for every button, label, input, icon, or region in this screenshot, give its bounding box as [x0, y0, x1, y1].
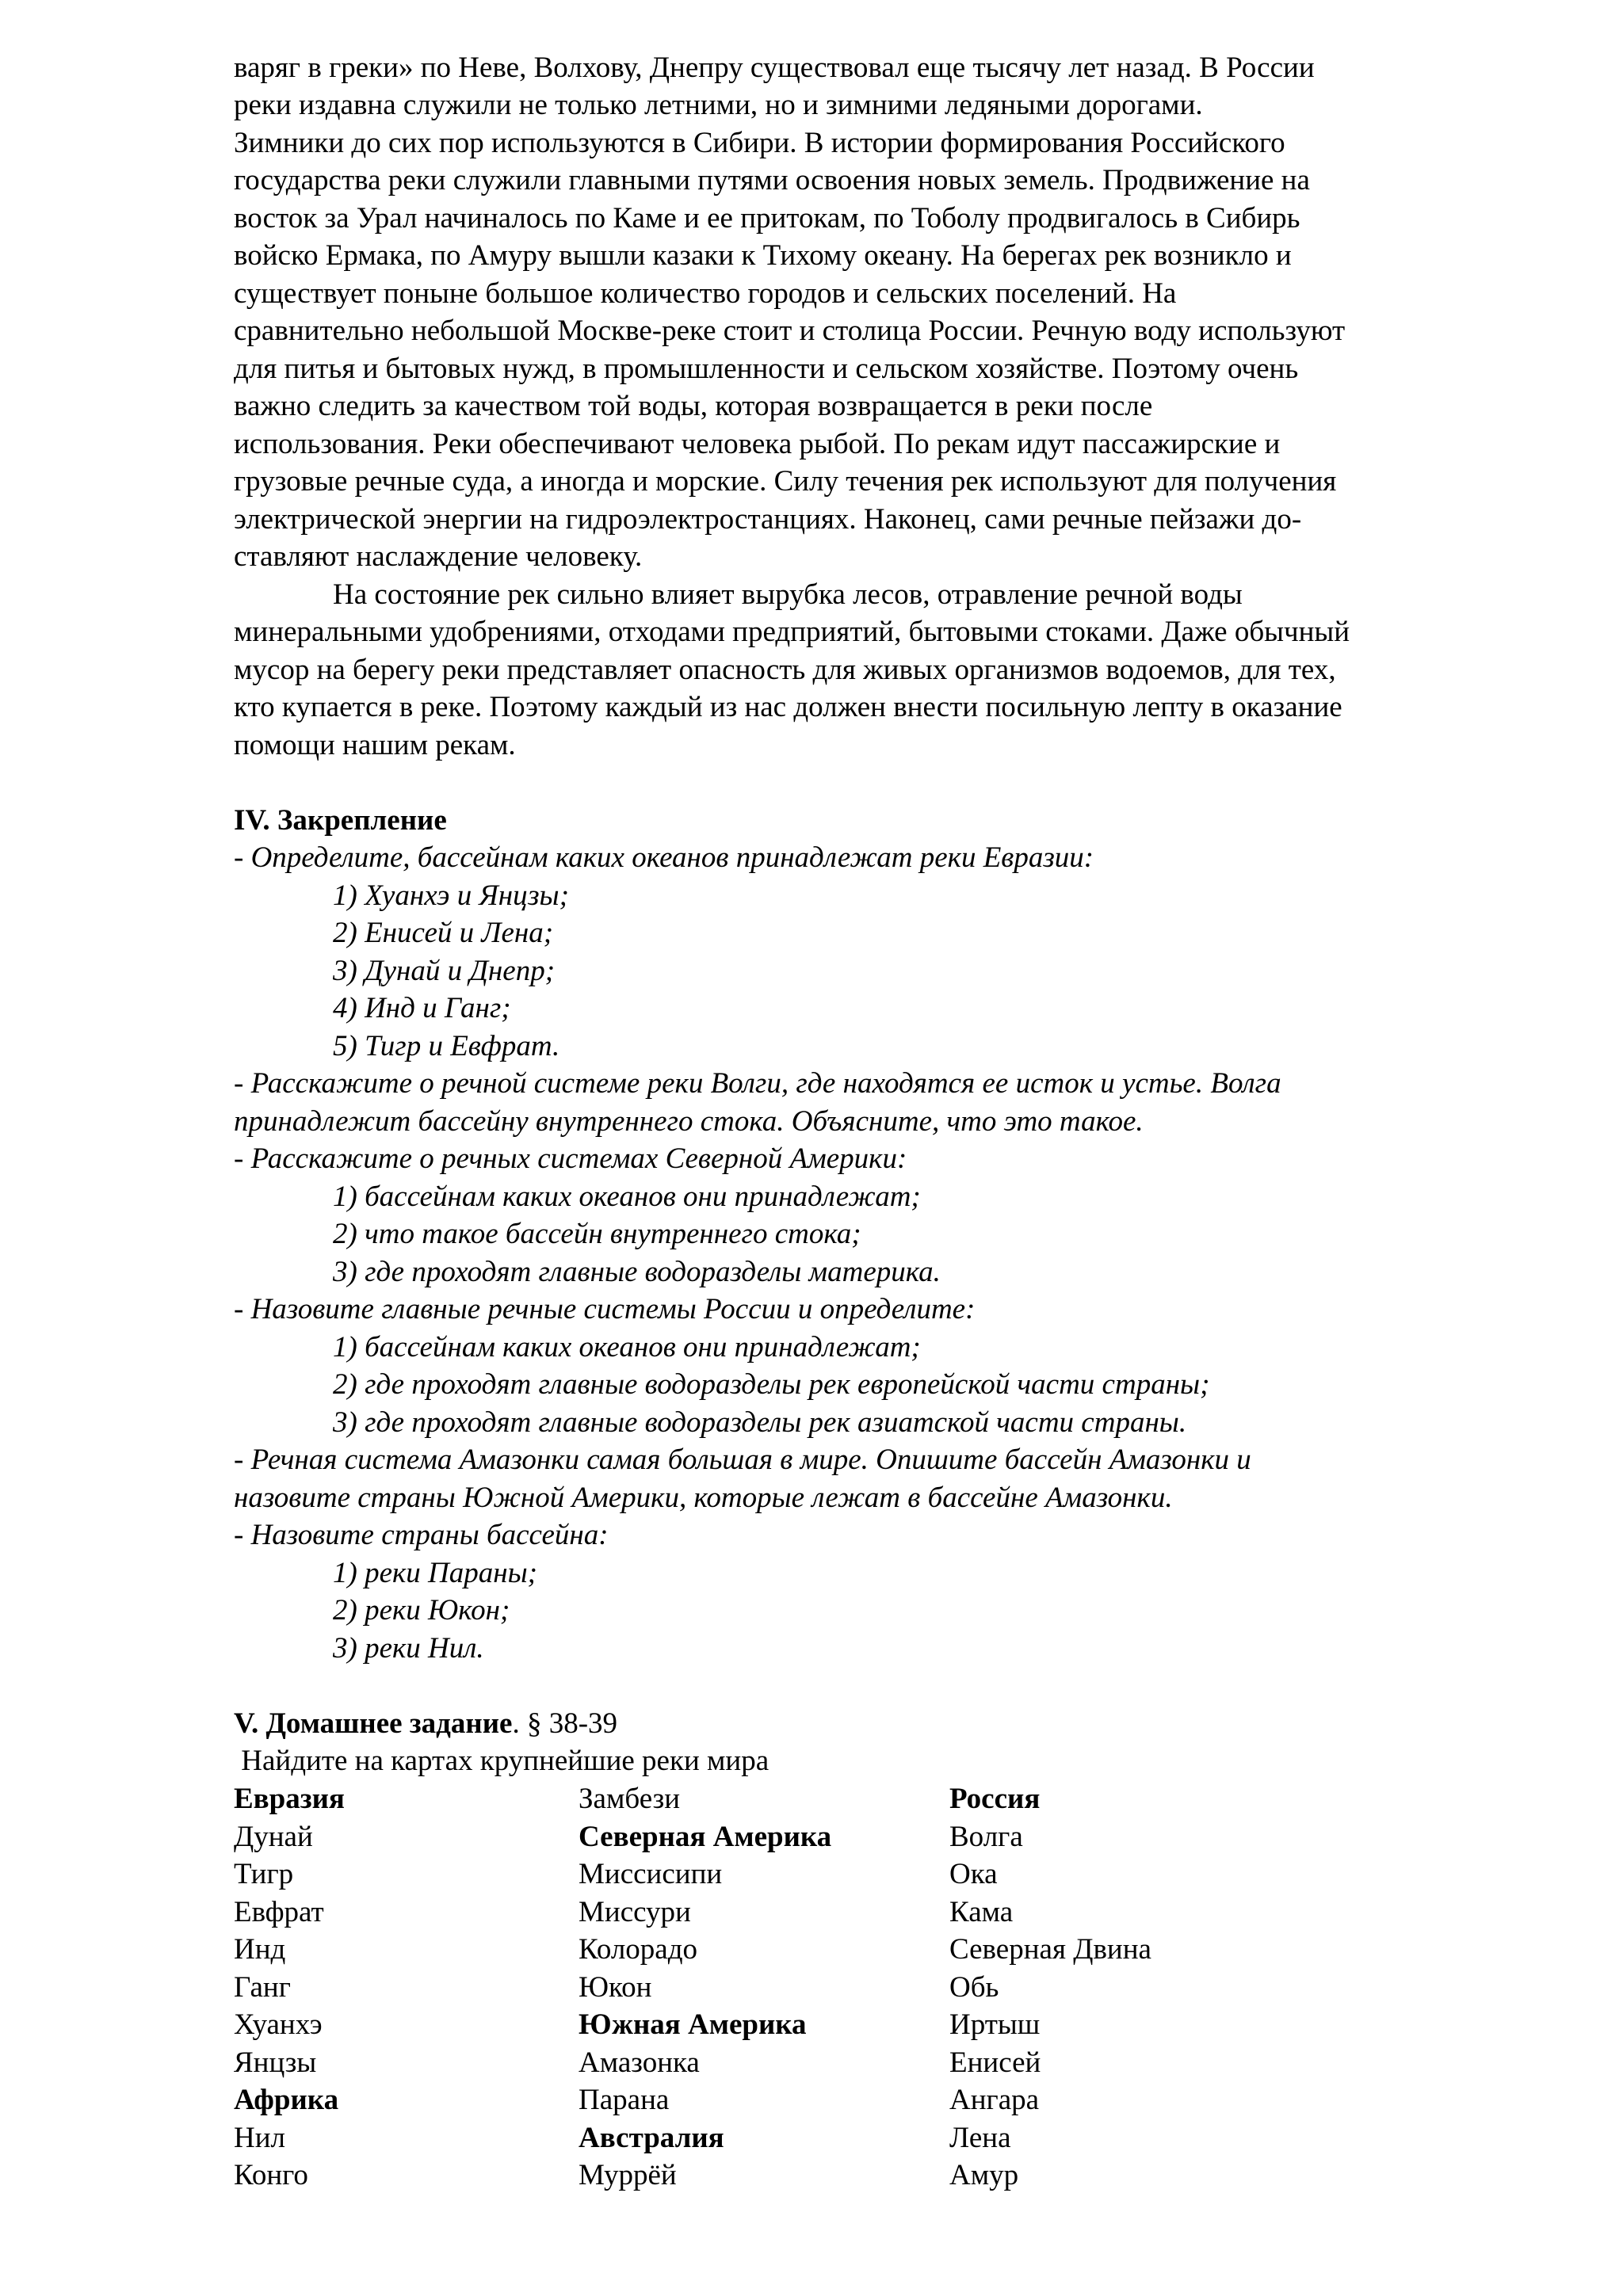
paragraph-line: реки издавна служили не только летними, но и зимними ледяными дорогами. [234, 89, 1203, 121]
river-name: Парана [579, 2084, 670, 2116]
question: - Определите, бассейнам каких океанов принадлежат реки Евразии: [234, 841, 1094, 874]
question: - Расскажите о речных системах Северной Америки: [234, 1142, 907, 1175]
list-item: 5) Тигр и Евфрат. [333, 1030, 560, 1062]
paragraph-line: мусор на берегу реки представляет опасность для живых организмов водоемов, для тех, [234, 654, 1336, 686]
paragraph-line: существует поныне большое количество городов и сельских поселений. На [234, 277, 1177, 310]
list-item: 3) реки Нил. [333, 1632, 484, 1665]
section-heading [234, 1705, 617, 1743]
list-item: 1) бассейнам каких океанов они принадлежат; [333, 1331, 921, 1363]
river-name: Амазонка [579, 2046, 700, 2079]
paragraph-line: На состояние рек сильно влияет вырубка лесов, отравление речной воды [333, 578, 1243, 611]
river-name: Конго [234, 2159, 308, 2191]
region-heading: Россия [949, 1783, 1041, 1815]
river-name: Нил [234, 2121, 285, 2154]
question: принадлежит бассейну внутреннего стока. Объясните, что это такое. [234, 1105, 1144, 1138]
river-name: Замбези [579, 1783, 681, 1815]
river-name: Обь [949, 1970, 999, 2004]
river-name: Кама [949, 1895, 1014, 1928]
paragraph-line: сравнительно небольшой Москве-реке стоит и столица России. Речную воду используют [234, 315, 1346, 347]
region-heading: Южная Америка [579, 2008, 807, 2041]
paragraph-line: использования. Реки обеспечивают человека рыбой. По рекам идут пассажирские и [234, 428, 1281, 460]
river-name: Тигр [234, 1858, 294, 1890]
river-name: Иртыш [949, 2008, 1041, 2041]
river-name: Юкон [579, 1970, 652, 2004]
section-heading-ref: . § 38-39 [512, 1707, 618, 1740]
river-name: Амур [949, 2159, 1019, 2191]
list-item: 3) где проходят главные водоразделы материка. [333, 1256, 941, 1288]
question: - Расскажите о речной системе реки Волги, где находятся ее исток и устье. Волга [234, 1067, 1281, 1100]
section-heading: IV. Закрепление [234, 804, 447, 837]
list-item: 2) что такое бассейн внутреннего стока; [333, 1218, 861, 1250]
region-heading: Северная Америка [579, 1820, 832, 1853]
river-name: Северная Двина [949, 1933, 1151, 1966]
river-name: Волга [949, 1820, 1023, 1853]
paragraph-line: государства реки служили главными путями освоения новых земель. Продвижение на [234, 164, 1310, 196]
river-name: Лена [949, 2121, 1011, 2154]
paragraph-line: войско Ермака, по Амуру вышли казаки к Тихому океану. На берегах рек возникло и [234, 239, 1292, 272]
section-subtitle: Найдите на картах крупнейшие реки мира [234, 1745, 769, 1777]
river-name: Ганг [234, 1970, 291, 2004]
region-heading: Африка [234, 2084, 339, 2116]
question: - Назовите главные речные системы России и определите: [234, 1293, 976, 1325]
river-name: Енисей [949, 2046, 1041, 2079]
region-heading: Евразия [234, 1783, 345, 1815]
list-item: 1) бассейнам каких океанов они принадлежат; [333, 1180, 921, 1213]
question: - Назовите страны бассейна: [234, 1519, 609, 1551]
paragraph-line: Зимники до сих пор используются в Сибири. В истории формирования Российского [234, 127, 1285, 159]
river-name: Колорадо [579, 1933, 698, 1966]
river-name: Муррёй [579, 2159, 677, 2191]
river-name: Дунай [234, 1820, 313, 1853]
list-item: 4) Инд и Ганг; [333, 992, 511, 1024]
list-item: 2) реки Юкон; [333, 1594, 510, 1627]
paragraph-line: варяг в греки» по Неве, Волхову, Днепру существовал еще тысячу лет назад. В России [234, 51, 1315, 84]
question: - Речная система Амазонки самая большая в мире. Опишите бассейн Амазонки и [234, 1444, 1251, 1476]
question: назовите страны Южной Америки, которые лежат в бассейне Амазонки. [234, 1482, 1173, 1514]
paragraph-line: кто купается в реке. Поэтому каждый из нас должен внести посильную лепту в оказание [234, 691, 1342, 723]
river-name: Инд [234, 1933, 286, 1966]
paragraph-line: для питья и бытовых нужд, в промышленности и сельском хозяйстве. Поэтому очень [234, 353, 1299, 385]
list-item: 2) где проходят главные водоразделы рек европейской части страны; [333, 1368, 1210, 1401]
paragraph-line: восток за Урал начиналось по Каме и ее притокам, по Тоболу продвигалось в Сибирь [234, 202, 1300, 235]
river-name: Евфрат [234, 1895, 324, 1928]
river-name: Миссури [579, 1895, 691, 1928]
paragraph-line: ставляют наслаждение человеку. [234, 540, 643, 573]
river-name: Ока [949, 1858, 998, 1890]
river-name: Ангара [949, 2084, 1040, 2116]
list-item: 1) реки Параны; [333, 1557, 538, 1589]
paragraph-line: помощи нашим рекам. [234, 729, 516, 761]
paragraph-line: грузовые речные суда, а иногда и морские. Силу течения рек используют для получения [234, 465, 1337, 498]
region-heading: Австралия [579, 2121, 724, 2154]
river-name: Хуанхэ [234, 2008, 323, 2041]
list-item: 2) Енисей и Лена; [333, 917, 554, 949]
list-item: 3) Дунай и Днепр; [333, 955, 556, 987]
list-item: 3) где проходят главные водоразделы рек азиатской части страны. [333, 1406, 1187, 1439]
paragraph-line: минеральными удобрениями, отходами предприятий, бытовыми стоками. Даже обычный [234, 616, 1350, 648]
river-name: Янцзы [234, 2046, 317, 2079]
paragraph-line: электрической энергии на гидроэлектростанциях. Наконец, сами речные пейзажи до- [234, 503, 1302, 536]
list-item: 1) Хуанхэ и Янцзы; [333, 879, 569, 912]
paragraph-line: важно следить за качеством той воды, которая возвращается в реки после [234, 390, 1153, 422]
section-heading-bold: V. Домашнее задание [234, 1707, 513, 1740]
river-name: Миссисипи [579, 1858, 723, 1890]
